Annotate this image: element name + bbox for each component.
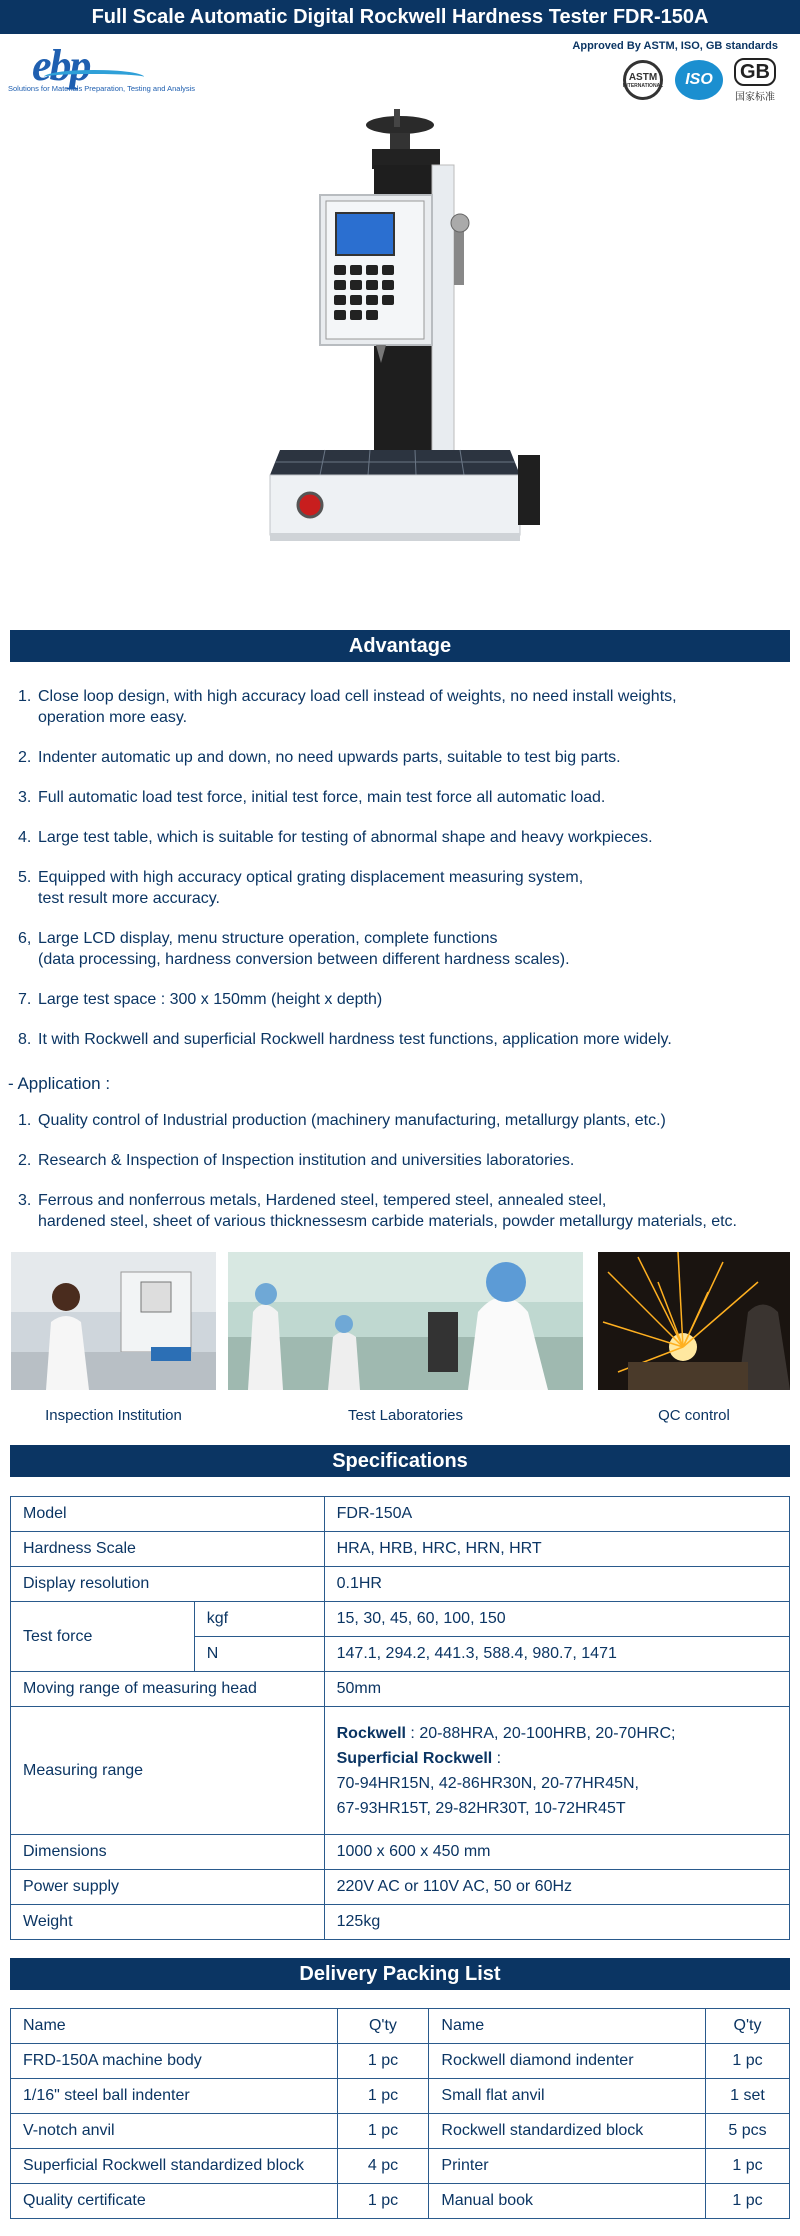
list-item: 2. Indenter automatic up and down, no need upwards parts, suitable to test big parts. [18,749,621,766]
page-title: Full Scale Automatic Digital Rockwell Hardness Tester FDR-150A [0,0,800,34]
list-item: 1. Close loop design, with high accuracy load cell instead of weights, no need install weights, operation more easy. [18,688,677,726]
spec-value: 15, 30, 45, 60, 100, 150 [324,1602,789,1637]
spec-label: Weight [11,1905,325,1940]
caption-inspection: Inspection Institution [45,1407,182,1424]
superficial-label: Superficial Rockwell [336,1749,493,1767]
list-item: 8. It with Rockwell and superficial Rockwell hardness test functions, application more widely. [18,1031,672,1048]
list-item: 4. Large test table, which is suitable for testing of abnormal shape and heavy workpieces. [18,829,653,846]
rockwell-label: Rockwell [336,1724,406,1742]
item-name: Manual book [429,2184,706,2219]
table-row [11,1497,790,1532]
list-item: 5. Equipped with high accuracy optical grating displacement measuring system, test result more accuracy. [18,869,584,907]
item-name: Small flat anvil [429,2079,706,2114]
item-name: Quality certificate [11,2184,338,2219]
item-qty: 1 pc [337,2044,429,2079]
item-name: 1/16" steel ball indenter [11,2079,338,2114]
spec-value: Rockwell : 20-88HRA, 20-100HRB, 20-70HRC; Superficial Rockwell : 70-94HR15N, 42-86HR30N, 20-77HR45N, 67-93HR15T, 29-82HR30T, 10-72HR45T [324,1707,789,1835]
item-name: Rockwell diamond indenter [429,2044,706,2079]
advantage-heading: Advantage [10,630,790,662]
spec-value: 125kg [324,1905,789,1940]
spec-label: Dimensions [11,1835,325,1870]
table-row [11,1532,790,1567]
spec-value: 220V AC or 110V AC, 50 or 60Hz [324,1870,789,1905]
item-qty: 1 pc [706,2044,790,2079]
inspection-photo [11,1252,216,1390]
laboratory-photo [228,1252,583,1390]
spec-label: Moving range of measuring head [11,1672,325,1707]
item-qty: 4 pc [337,2149,429,2184]
specifications-table [10,1496,790,1940]
table-row [11,2149,790,2184]
table-row [11,1835,790,1870]
table-row [11,1672,790,1707]
column-header-qty: Q'ty [337,2009,429,2044]
table-row [11,1870,790,1905]
item-qty: 1 pc [706,2184,790,2219]
hardness-tester-image [250,105,550,595]
spec-label: Test force [11,1602,195,1672]
list-item: 6, Large LCD display, menu structure operation, complete functions (data processing, hardness conversion between different hardness scales). [18,930,570,968]
column-header-qty: Q'ty [706,2009,790,2044]
qc-control-photo [598,1252,790,1390]
application-heading: - Application : [8,1074,111,1093]
item-qty: 1 pc [337,2079,429,2114]
spec-label: Hardness Scale [11,1532,325,1567]
spec-value: 0.1HR [324,1567,789,1602]
column-header-name: Name [429,2009,706,2044]
table-header-row [11,2009,790,2044]
gb-logo: GB 国家标准 [732,58,778,102]
header [0,34,800,104]
spec-label: Measuring range [11,1707,325,1835]
caption-qc: QC control [658,1407,730,1424]
item-qty: 1 pc [337,2114,429,2149]
superficial-line-1: 70-94HR15N, 42-86HR30N, 20-77HR45N, [336,1774,639,1792]
superficial-line-2: 67-93HR15T, 29-82HR30T, 10-72HR45T [336,1799,626,1817]
spec-unit: kgf [194,1602,324,1637]
spec-label: Display resolution [11,1567,325,1602]
spec-value: 1000 x 600 x 450 mm [324,1835,789,1870]
table-row [11,2114,790,2149]
packing-table [10,2008,790,2219]
list-item: 7. Large test space : 300 x 150mm (height x depth) [18,991,383,1008]
item-qty: 1 pc [706,2149,790,2184]
spec-value: 147.1, 294.2, 441.3, 588.4, 980.7, 1471 [324,1637,789,1672]
application-list [18,1110,798,1251]
item-name: V-notch anvil [11,2114,338,2149]
list-item: 3. Ferrous and nonferrous metals, Hardened steel, tempered steel, annealed steel, hardened steel, sheet of various thicknessesm carbide materials, powder metallurgy materials, etc. [18,1192,737,1230]
item-qty: 1 set [706,2079,790,2114]
spec-label: Model [11,1497,325,1532]
logo-word: ebp [32,41,90,90]
spec-unit: N [194,1637,324,1672]
spec-value: FDR-150A [324,1497,789,1532]
list-item: 1. Quality control of Industrial production (machinery manufacturing, metallurgy plants, etc.) [18,1112,666,1129]
caption-laboratories: Test Laboratories [347,1407,464,1424]
advantage-list [18,686,788,1069]
item-qty: 5 pcs [706,2114,790,2149]
item-name: FRD-150A machine body [11,2044,338,2079]
table-row [11,1905,790,1940]
packing-heading: Delivery Packing List [10,1958,790,1990]
logo-swoosh [44,70,144,84]
spec-value: HRA, HRB, HRC, HRN, HRT [324,1532,789,1567]
table-row [11,2044,790,2079]
item-name: Superficial Rockwell standardized block [11,2149,338,2184]
specifications-heading: Specifications [10,1445,790,1477]
certification-logos [620,58,778,102]
list-item: 2. Research & Inspection of Inspection institution and universities laboratories. [18,1152,575,1169]
iso-logo: ISO [676,58,722,102]
table-row [11,2079,790,2114]
column-header-name: Name [11,2009,338,2044]
list-item: 3. Full automatic load test force, initial test force, main test force all automatic load. [18,789,606,806]
rockwell-value: : 20-88HRA, 20-100HRB, 20-70HRC; [405,1724,676,1742]
spec-value: 50mm [324,1672,789,1707]
approved-text: Approved By ASTM, ISO, GB standards [572,40,778,52]
item-name: Printer [429,2149,706,2184]
logo-tagline: Solutions for Materials Preparation, Testing and Analysis [8,84,196,93]
table-row [11,1567,790,1602]
item-qty: 1 pc [337,2184,429,2219]
item-name: Rockwell standardized block [429,2114,706,2149]
astm-logo: ASTM INTERNATIONAL [620,58,666,102]
spec-label: Power supply [11,1870,325,1905]
table-row [11,1707,790,1835]
table-row [11,2184,790,2219]
table-row [11,1602,790,1637]
ebp-logo [8,40,196,98]
